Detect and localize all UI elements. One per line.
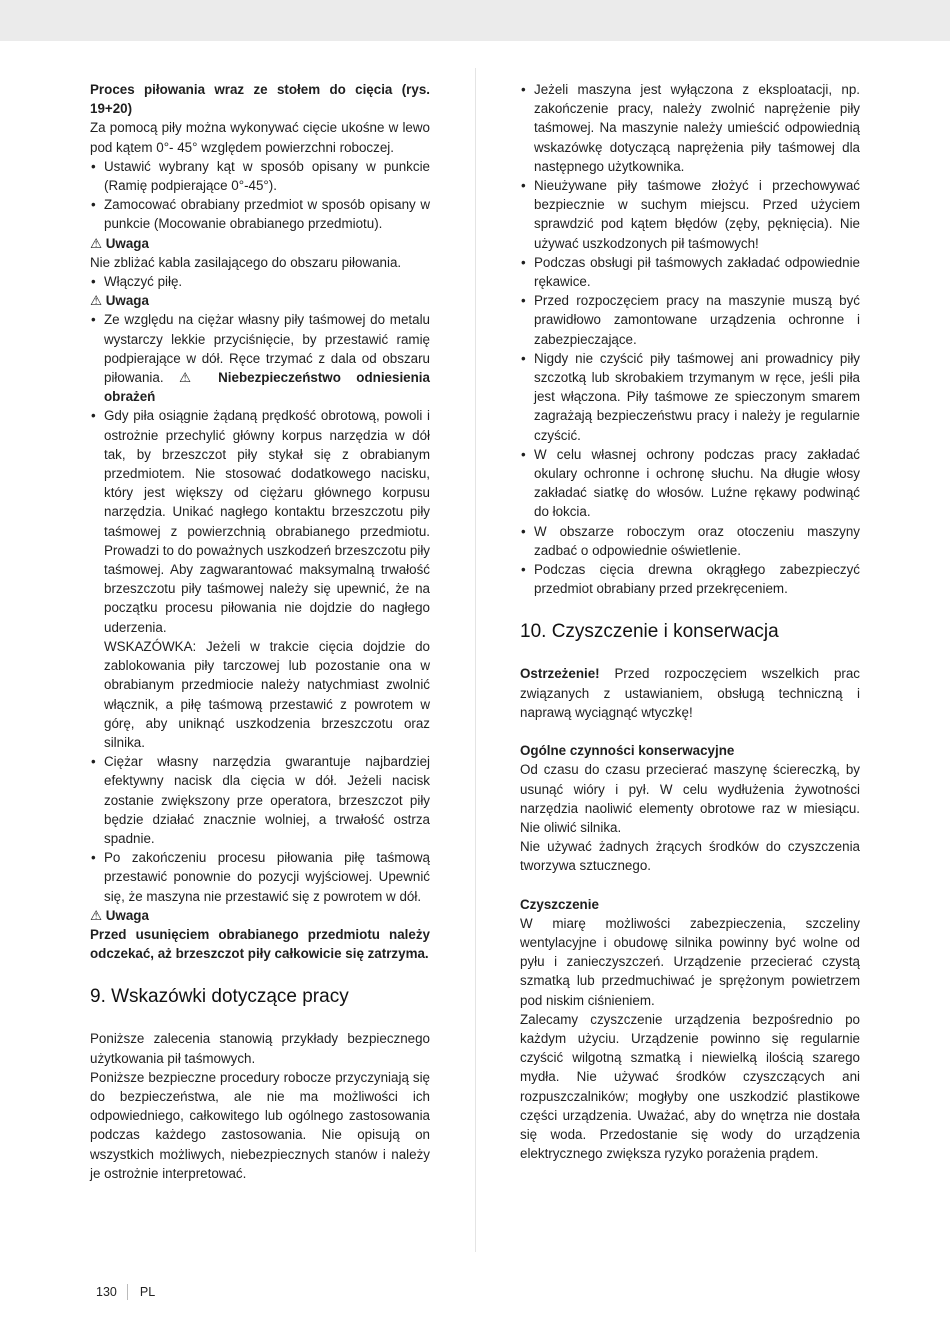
list-item: • Gdy piła osiągnie żądaną prędkość obrotową, powoli i ostrożnie przechylić główny korpus narzędzia w dół tak, by brzeszczot piły stykał się z obrabianym przedmiotem. Nie stosować dodatkowego nacisku, który jest większy od ciężaru głównego korpusu narzędzia. Unikać nagłego kontaktu brzeszczotu piły taśmowej z powierzchnią obrabianego przedmiotu. Prowadzi to do poważnych uszkodzeń brzeszczotu piły taśmowej. Aby zagwarantować maksymalną trwałość brzeszczotu piły taśmowej należy się upewnić, że na początku procesu piłowania nie dojdzie do nagłego uderzenia. — [90, 406, 430, 636]
list-item: • Nigdy nie czyścić piły taśmowej ani prowadnicy piły szczotką lub skrobakiem trzymanym w ręce, jeśli piła jest włączona. Piły taśmowe ze spieczonym smarem zagrażają bezpieczeństwu pracy i należy je regularnie czyścić. — [520, 349, 860, 445]
list-item-text: Ze względu na ciężar własny piły taśmowej do metalu wystarczy lekkie przyciśnięcie, by przestawić ramię podpierające w dół. Ręce trzymać z dala od obszaru piłowania. — [104, 312, 430, 386]
warning-label: Uwaga — [105, 235, 149, 251]
list-item: • Podczas cięcia drewna okrągłego zabezpieczyć przedmiot obrabiany przed przekręceniem. — [520, 560, 860, 598]
warning-text: Nie zbliżać kabla zasilającego do obszaru piłowania. — [90, 254, 402, 270]
page-footer — [96, 1284, 155, 1300]
list-item — [90, 310, 430, 406]
list-item: • Włączyć piłę. — [90, 272, 430, 291]
list-item: • Podczas obsługi pił taśmowych zakładać odpowiednie rękawice. — [520, 253, 860, 291]
paragraph: Od czasu do czasu przecierać maszynę ściereczką, by usunąć wióry i pył. W celu wydłużenia żywotności narzędzia naoliwić elementy obrotowe raz w miesiącu. Nie oliwić silnika. — [520, 762, 860, 835]
note-text: WSKAZÓWKA: Jeżeli w trakcie cięcia dojdzie do zablokowania piły tarczowej lub pozostanie ona w obrabianym przedmiocie należy natychmiast zwolnić włącznik, a piłę taśmową przestawić z powrotem w górę, aby uniknąć uszkodzenia brzeszczotu oraz silnika. — [104, 638, 430, 750]
top-bar — [0, 0, 950, 41]
list-item: • Zamocować obrabiany przedmiot w sposób opisany w punkcie (Mocowanie obrabianego przedmiotu). — [90, 195, 430, 233]
list-item: • W obszarze roboczym oraz otoczeniu maszyny zadbać o odpowiednie oświetlenie. — [520, 522, 860, 560]
section-title-sawing: Proces piłowania wraz ze stołem do cięcia (rys. 19+20) — [90, 82, 430, 117]
list-item: • Nieużywane piły taśmowe złożyć i przechowywać bezpiecznie w suchym miejscu. Przed użyciem sprawdzić pod kątem błędów (zęby, pęknięcia). Nie używać uszkodzonych pił taśmowych! — [520, 176, 860, 253]
list-item: • Jeżeli maszyna jest wyłączona z eksploatacji, np. zakończenie pracy, należy zwolnić naprężenie piły taśmowej. Na maszynie należy umieścić odpowiednią wskazówkę dotyczącą naprężenia piły taśmowej dla następnego użytkownika. — [520, 80, 860, 176]
page-number: 130 — [96, 1285, 117, 1299]
warning-heading — [90, 906, 430, 925]
paragraph: Nie używać żadnych żrących środków do czyszczenia tworzywa sztucznego. — [520, 839, 860, 874]
subsection-title-cleaning: Czyszczenie — [520, 896, 599, 912]
subsection-title-general: Ogólne czynności konserwacyjne — [520, 743, 735, 759]
spacer — [520, 722, 860, 741]
left-column — [90, 80, 430, 1183]
list-item: • Przed rozpoczęciem pracy na maszynie muszą być prawidłowo zamontowane urządzenia ochronne i zabezpieczające. — [520, 291, 860, 349]
spacer — [520, 876, 860, 895]
paragraph: Za pomocą piły można wykonywać cięcie ukośne w lewo pod kątem 0°- 45° względem powierzchni roboczej. — [90, 120, 430, 155]
warning-triangle-icon: ⚠ — [178, 370, 203, 386]
footer-separator — [127, 1284, 128, 1300]
warning-triangle-icon: ⚠ — [90, 235, 103, 251]
list-item: • Ustawić wybrany kąt w sposób opisany w punkcie (Ramię podpierające 0°-45°). — [90, 157, 430, 195]
warning-paragraph — [520, 664, 860, 722]
right-column — [520, 80, 860, 1163]
warning-triangle-icon: ⚠ — [90, 907, 103, 923]
warning-text: Przed usunięciem obrabianego przedmiotu należy odczekać, aż brzeszczot piły całkowicie się zatrzyma. — [90, 926, 430, 962]
paragraph: Zalecamy czyszczenie urządzenia bezpośrednio po każdym użyciu. Urządzenie powinno się regularnie czyścić wilgotną szmatką i niewielką ilością szarego mydła. Nie używać środków czyszczących ani rozpuszczalników; mogłyby one uszkodzić plastikowe części urządzenia. Uważać, aby do wnętrza nie dostała się woda. Przedostanie się wody do urządzenia elektrycznego zwiększa ryzyko porażenia prądem. — [520, 1011, 860, 1162]
warning-label: Ostrzeżenie! — [520, 666, 600, 682]
list-item: • W celu własnej ochrony podczas pracy zakładać okulary ochronne i ochronę słuchu. Na długie włosy zakładać siatkę do włosów. Luźne rękawy podwinąć do łokcia. — [520, 445, 860, 522]
section-heading-9: 9. Wskazówki dotyczące pracy — [90, 986, 349, 1008]
warning-text: Przed rozpoczęciem wszelkich prac związanych z ustawianiem, obsługą techniczną i naprawą wyciągnąć wtyczkę! — [520, 666, 860, 720]
paragraph: Poniższe zalecenia stanowią przykłady bezpiecznego użytkowania pił taśmowych. — [90, 1031, 430, 1066]
paragraph: W miarę możliwości zabezpieczenia, szczeliny wentylacyjne i obudowę silnika powinny być wolne od pyłu i zanieczyszczeń. Urządzenie przecierać czystą szmatką lub przedmuchiwać je sprężonym powietrzem pod niskim ciśnieniem. — [520, 915, 860, 1008]
column-divider — [475, 68, 476, 1252]
warning-label: Uwaga — [105, 293, 149, 309]
warning-label: Uwaga — [105, 907, 149, 923]
language-code: PL — [139, 1285, 156, 1299]
section-heading-10: 10. Czyszczenie i konserwacja — [520, 621, 779, 643]
warning-heading — [90, 291, 430, 310]
list-item: • Ciężar własny narzędzia gwarantuje najbardziej efektywny nacisk dla cięcia w dół. Jeżeli nacisk zostanie zwiększony prze operatora, brzeszczot piły będzie działać znacznie wolniej, a trwałość ostrza spadnie. — [90, 752, 430, 848]
injury-warning-label: Niebezpieczeństwo odniesienia obrażeń — [104, 370, 430, 405]
warning-heading — [90, 234, 430, 253]
warning-triangle-icon: ⚠ — [90, 293, 103, 309]
paragraph: Poniższe bezpieczne procedury robocze przyczyniają się do bezpieczeństwa, ale nie ma możliwości ich odpowiedniego, całkowitego lub ogólnego zastosowania podczas każdego zastosowania. Nie opisują on wszystkich możliwych, niebezpiecznych stanów i należy je ostrożnie interpretować. — [90, 1069, 430, 1181]
list-item: • Po zakończeniu procesu piłowania piłę taśmową przestawić ponownie do pozycji wyjściowej. Upewnić się, że maszyna nie przestawić się z powrotem w dół. — [90, 848, 430, 906]
